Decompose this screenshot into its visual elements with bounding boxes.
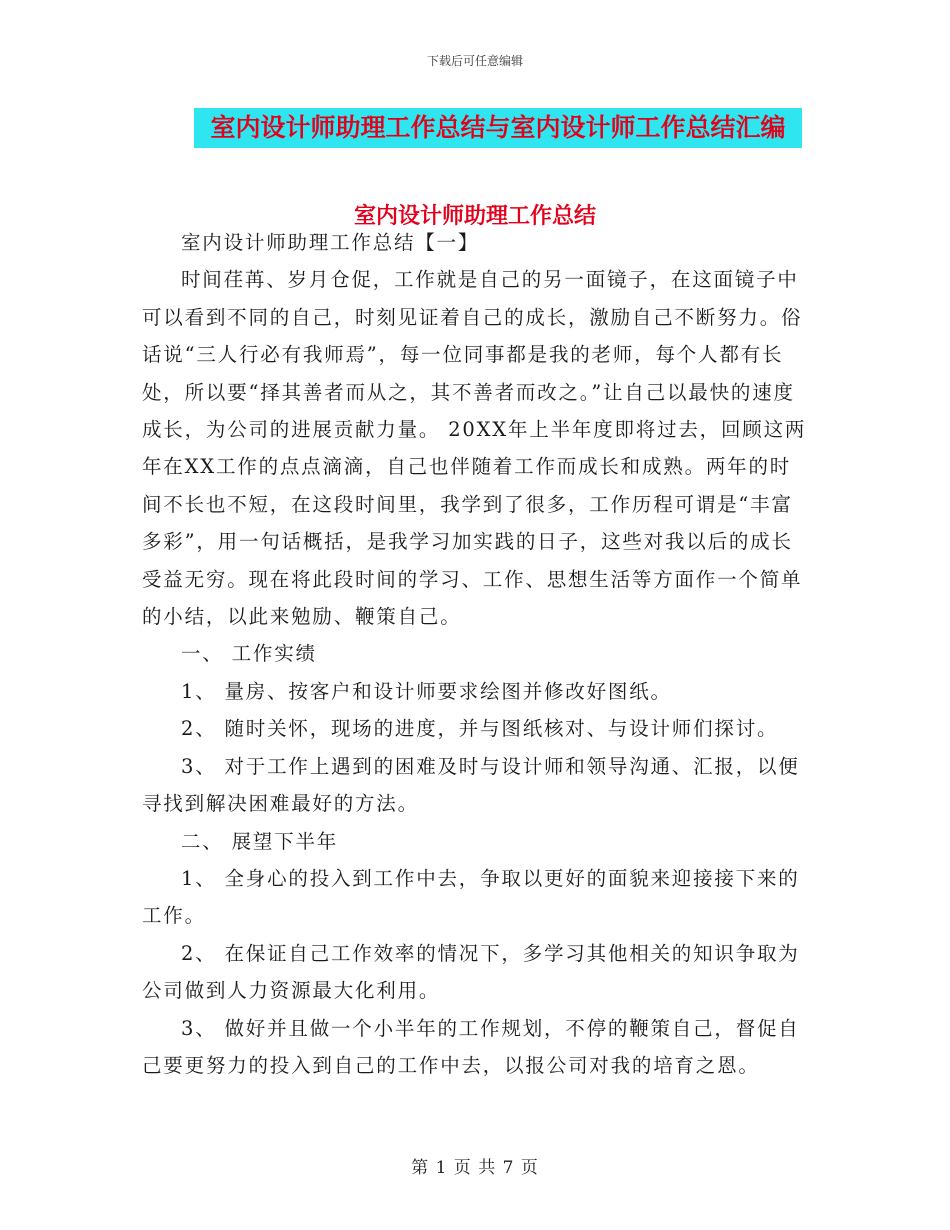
document-body [142, 224, 808, 1084]
page-footer: 第 1 页 共 7 页 [411, 1158, 539, 1178]
paragraph: 一、 工作实绩 [181, 642, 317, 666]
header-note: 下载后可任意编辑 [426, 54, 523, 68]
paragraph: 1、 量房、按客户和设计师要求绘图并修改好图纸。 [181, 679, 672, 703]
paragraph: 3、 对于工作上遇到的困难及时与设计师和领导沟通、汇报，以便寻找到解决困难最好的方法。 [142, 754, 800, 816]
paragraph: 室内设计师助理工作总结【一】 [181, 231, 480, 254]
paragraph: 3、 做好并且做一个小半年的工作规划，不停的鞭策自己，督促自己要更努力的投入到自己的工作中去，以报公司对我的培育之恩。 [142, 1016, 800, 1077]
paragraph: 2、 在保证自己工作效率的情况下，多学习其他相关的知识争取为公司做到人力资源最大化利用。 [142, 941, 800, 1003]
paragraph: 时间荏苒、岁月仓促，工作就是自己的另一面镜子，在这面镜子中可以看到不同的自己，时刻见证着自己的成长，激励自己不断努力。俗话说“三人行必有我师焉”，每一位同事都是我的老师，每个人都有长处，所以要“择其善者而从之，其不善者而改之。”让自己以最快的速度成长，为公司的进展贡献力量。 20XX年上半年度即将过去，回顾这两年在XX工作的点点滴滴，自己也伴随着工作而成长和成熟。两年的时间不长也不短，在这段时间里，我学到了很多，工作历程可谓是“丰富多彩”，用一句话概括，是我学习加实践的日子，这些对我以后的成长受益无穷。现在将此段时间的学习、工作、思想生活等方面作一个简单的小结，以此来勉励、鞭策自己。 [142, 268, 807, 629]
section-title: 室内设计师助理工作总结 [353, 203, 596, 229]
paragraph: 2、 随时关怀，现场的进度，并与图纸核对、与设计师们探讨。 [181, 717, 779, 741]
main-title: 室内设计师助理工作总结与室内设计师工作总结汇编 [194, 108, 802, 148]
paragraph: 二、 展望下半年 [181, 829, 339, 853]
paragraph: 1、 全身心的投入到工作中去，争取以更好的面貌来迎接接下来的工作。 [142, 866, 800, 928]
